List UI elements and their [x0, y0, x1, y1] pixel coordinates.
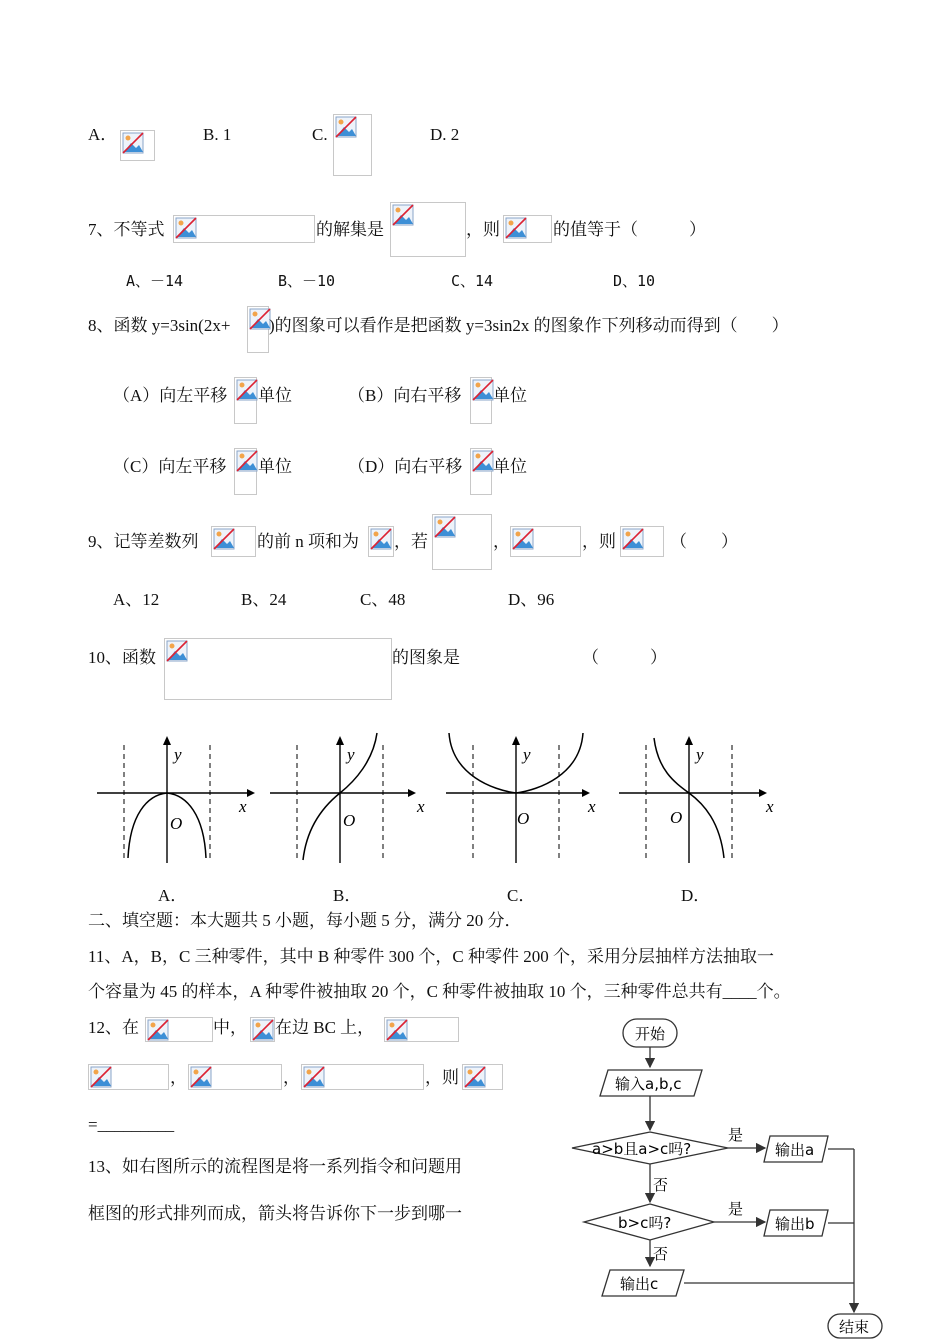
graph-c — [441, 730, 611, 865]
q8-option-b: （B）向右平移 — [348, 386, 462, 405]
q7-mid1: 的解集是 — [316, 220, 384, 239]
origin-label: O — [170, 814, 183, 833]
broken-image-icon — [622, 528, 644, 550]
formula-image — [462, 1064, 503, 1090]
axis-y-label: y — [696, 745, 704, 764]
broken-image-icon — [386, 1019, 408, 1041]
formula-image — [432, 514, 492, 570]
flow-no-label: 否 — [653, 1176, 669, 1194]
q10-paren: （ ） — [582, 648, 667, 667]
q8-unit: 单位 — [493, 386, 527, 405]
q11-line2: 个容量为 45 的样本，A 种零件被抽取 20 个，C 种零件被抽取 10 个，三种零件总共有____个。 — [88, 982, 791, 1001]
q6-option-b: B. 1 — [203, 125, 232, 144]
q8-stem: 8、函数 y=3sin(2x+ — [88, 316, 231, 335]
q7-suffix: 的值等于（ ） — [553, 220, 706, 239]
graph-label-b: B． — [333, 886, 362, 905]
flow-cond1-label: a>b且a>c吗? — [592, 1140, 692, 1158]
q12-mid1: 中， — [213, 1018, 247, 1037]
q9-option-d: D、96 — [508, 590, 555, 609]
broken-image-icon — [370, 528, 392, 550]
formula-image — [173, 215, 315, 243]
q7-prefix: 7、不等式 — [88, 220, 165, 239]
origin-label: O — [343, 811, 356, 830]
q9-option-a: A、12 — [113, 590, 160, 609]
formula-image — [503, 215, 552, 243]
formula-image — [188, 1064, 282, 1090]
q11-line1: 11、A，B，C 三种零件，其中 B 种零件 300 个，C 种零件 200 个，采用分层抽样方法抽取一 — [88, 947, 774, 966]
broken-image-icon — [512, 528, 534, 550]
q7-option-d: D、10 — [613, 272, 656, 290]
q12-sep: ， — [170, 1068, 187, 1087]
q9-mid2: ，若 — [394, 532, 428, 551]
graph-b — [265, 730, 435, 865]
q7-mid2: ，则 — [466, 220, 500, 239]
q9-paren: （ ） — [670, 532, 738, 551]
flow-yes-label: 是 — [728, 1126, 744, 1144]
flow-yes-label: 是 — [728, 1200, 744, 1218]
graph-d — [614, 730, 784, 865]
broken-image-icon — [236, 379, 258, 401]
origin-label: O — [670, 808, 683, 827]
broken-image-icon — [505, 217, 527, 239]
broken-image-icon — [303, 1066, 325, 1088]
formula-image — [470, 377, 492, 424]
q8-option-a: （A）向左平移 — [113, 386, 228, 405]
formula-image — [384, 1017, 459, 1042]
q8-unit: 单位 — [258, 457, 292, 476]
q13-line2: 框图的形式排列而成，箭头将告诉你下一步到哪一 — [88, 1204, 462, 1223]
q6-option-c: C. — [312, 125, 328, 144]
q6-option-a: A． — [88, 125, 118, 144]
axis-x-label: x — [588, 797, 596, 816]
broken-image-icon — [190, 1066, 212, 1088]
flow-out-a-label: 输出a — [775, 1141, 815, 1159]
broken-image-icon — [122, 132, 144, 154]
broken-image-icon — [90, 1066, 112, 1088]
flow-start-label: 开始 — [635, 1025, 666, 1043]
formula-image — [145, 1017, 213, 1042]
q9-mid1: 的前 n 项和为 — [257, 532, 359, 551]
formula-image — [211, 526, 256, 557]
formula-image — [620, 526, 664, 557]
formula-image — [120, 130, 155, 161]
formula-image — [164, 638, 392, 700]
broken-image-icon — [472, 450, 494, 472]
q9-prefix: 9、记等差数列 — [88, 532, 199, 551]
q7-option-a: A、－14 — [126, 272, 184, 290]
formula-image — [368, 526, 394, 557]
flow-no-label: 否 — [653, 1245, 669, 1263]
q7-option-b: B、－10 — [278, 272, 336, 290]
origin-label: O — [517, 809, 530, 828]
formula-image — [390, 202, 466, 257]
graph-label-c: C． — [507, 886, 536, 905]
q8-unit: 单位 — [493, 457, 527, 476]
q13-line1: 13、如右图所示的流程图是将一系列指令和问题用 — [88, 1157, 462, 1176]
q8-stem-end: )的图象可以看作是把函数 y=3sin2x 的图象作下列移动而得到（ ） — [269, 316, 789, 335]
q10-suffix: 的图象是 — [392, 648, 460, 667]
broken-image-icon — [175, 217, 197, 239]
broken-image-icon — [213, 528, 235, 550]
broken-image-icon — [236, 450, 258, 472]
q12-answer-blank: =_________ — [88, 1115, 175, 1134]
q9-mid3: ，则 — [582, 532, 616, 551]
broken-image-icon — [392, 204, 414, 226]
broken-image-icon — [335, 116, 357, 138]
formula-image — [247, 306, 269, 353]
q12-mid2: 在边 BC 上， — [275, 1018, 375, 1037]
q9-comma: ， — [493, 532, 510, 551]
q10-prefix: 10、函数 — [88, 648, 156, 667]
q6-option-d: D. 2 — [430, 125, 460, 144]
q8-unit: 单位 — [258, 386, 292, 405]
broken-image-icon — [166, 640, 188, 662]
axis-y-label: y — [174, 745, 182, 764]
q8-option-c: （C）向左平移 — [113, 457, 227, 476]
formula-image — [234, 377, 257, 424]
axis-x-label: x — [239, 797, 247, 816]
broken-image-icon — [464, 1066, 486, 1088]
broken-image-icon — [472, 379, 494, 401]
q9-option-b: B、24 — [241, 590, 287, 609]
q9-option-c: C、48 — [360, 590, 406, 609]
flow-input-label: 输入a,b,c — [615, 1075, 682, 1093]
graph-label-d: D． — [681, 886, 711, 905]
q8-option-d: （D）向右平移 — [348, 457, 463, 476]
q12-sep: ， — [283, 1068, 300, 1087]
flowchart — [560, 1012, 900, 1340]
q7-option-c: C、14 — [451, 272, 494, 290]
formula-image — [301, 1064, 424, 1090]
formula-image — [510, 526, 581, 557]
flow-cond2-label: b>c吗? — [618, 1214, 672, 1232]
axis-x-label: x — [417, 797, 425, 816]
formula-image — [250, 1017, 275, 1042]
q12-then: ，则 — [425, 1068, 459, 1087]
broken-image-icon — [434, 516, 456, 538]
section-heading: 二、填空题：本大题共 5 小题，每小题 5 分，满分 20 分． — [88, 911, 522, 930]
formula-image — [88, 1064, 169, 1090]
flow-end-label: 结束 — [839, 1318, 870, 1336]
broken-image-icon — [147, 1019, 169, 1041]
graph-a — [92, 730, 262, 865]
q12-prefix: 12、在 — [88, 1018, 139, 1037]
axis-x-label: x — [766, 797, 774, 816]
formula-image — [333, 114, 372, 176]
flow-out-c-label: 输出c — [620, 1275, 659, 1293]
broken-image-icon — [252, 1019, 274, 1041]
axis-y-label: y — [347, 745, 355, 764]
broken-image-icon — [249, 308, 271, 330]
flow-out-b-label: 输出b — [775, 1215, 815, 1233]
formula-image — [470, 448, 492, 495]
formula-image — [234, 448, 257, 495]
axis-y-label: y — [523, 745, 531, 764]
graph-label-a: A． — [158, 886, 188, 905]
